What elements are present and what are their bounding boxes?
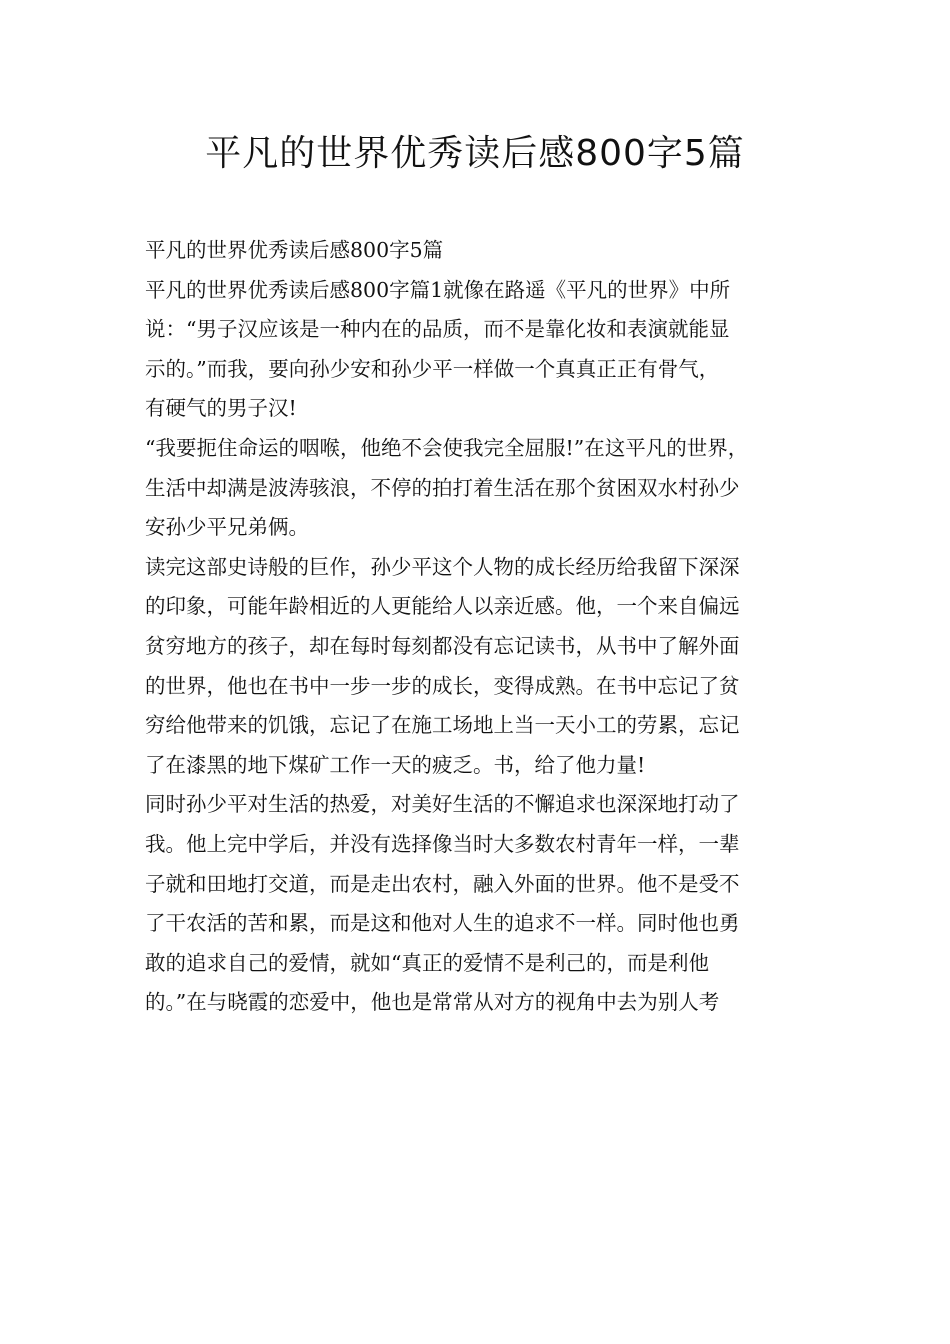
paragraph xyxy=(145,429,835,548)
text-line: “我要扼住命运的咽喉，他绝不会使我完全屈服!”在这平凡的世界， xyxy=(145,435,749,460)
text-line: 了在漆黑的地下煤矿工作一天的疲乏。书，给了他力量! xyxy=(145,752,646,777)
text-line: 子就和田地打交道，而是走出农村，融入外面的世界。他不是受不 xyxy=(145,871,740,896)
paragraph xyxy=(145,548,835,786)
text-line: 平凡的世界优秀读后感800字篇1就像在路遥《平凡的世界》中所 xyxy=(145,277,731,302)
text-line: 平凡的世界优秀读后感800字5篇 xyxy=(145,238,444,262)
text-line: 安孙少平兄弟俩。 xyxy=(145,515,309,540)
text-line: 读完这部史诗般的巨作，孙少平这个人物的成长经历给我留下深深 xyxy=(145,554,740,579)
text-line: 穷给他带来的饥饿，忘记了在施工场地上当一天小工的劳累，忘记 xyxy=(145,713,740,738)
text-line: 的印象，可能年龄相近的人更能给人以亲近感。他，一个来自偏远 xyxy=(145,594,740,619)
text-line: 的。”在与晓霞的恋爱中，他也是常常从对方的视角中去为别人考 xyxy=(145,990,720,1015)
text-line: 贫穷地方的孩子，却在每时每刻都没有忘记读书，从书中了解外面 xyxy=(145,633,740,658)
text-line: 我。他上完中学后，并没有选择像当时大多数农村青年一样，一辈 xyxy=(145,831,740,856)
text-line: 的世界，他也在书中一步一步的成长，变得成熟。在书中忘记了贫 xyxy=(145,673,740,698)
paragraph-subtitle xyxy=(145,231,835,271)
text-line: 说：“男子汉应该是一种内在的品质，而不是靠化妆和表演就能显 xyxy=(145,317,730,342)
text-line: 敢的追求自己的爱情，就如“真正的爱情不是利己的，而是利他 xyxy=(145,950,709,975)
text-line: 生活中却满是波涛骇浪，不停的拍打着生活在那个贫困双水村孙少 xyxy=(145,475,740,500)
text-line: 同时孙少平对生活的热爱，对美好生活的不懈追求也深深地打动了 xyxy=(145,792,740,817)
paragraph xyxy=(145,785,835,1023)
document-body xyxy=(145,231,835,1023)
document-title: 平凡的世界优秀读后感800字5篇 xyxy=(205,133,745,174)
paragraph xyxy=(145,271,835,429)
text-line: 示的。”而我，要向孙少安和孙少平一样做一个真真正正有骨气， xyxy=(145,356,720,381)
text-line: 了干农活的苦和累，而是这和他对人生的追求不一样。同时他也勇 xyxy=(145,911,740,936)
text-line: 有硬气的男子汉! xyxy=(145,396,297,421)
